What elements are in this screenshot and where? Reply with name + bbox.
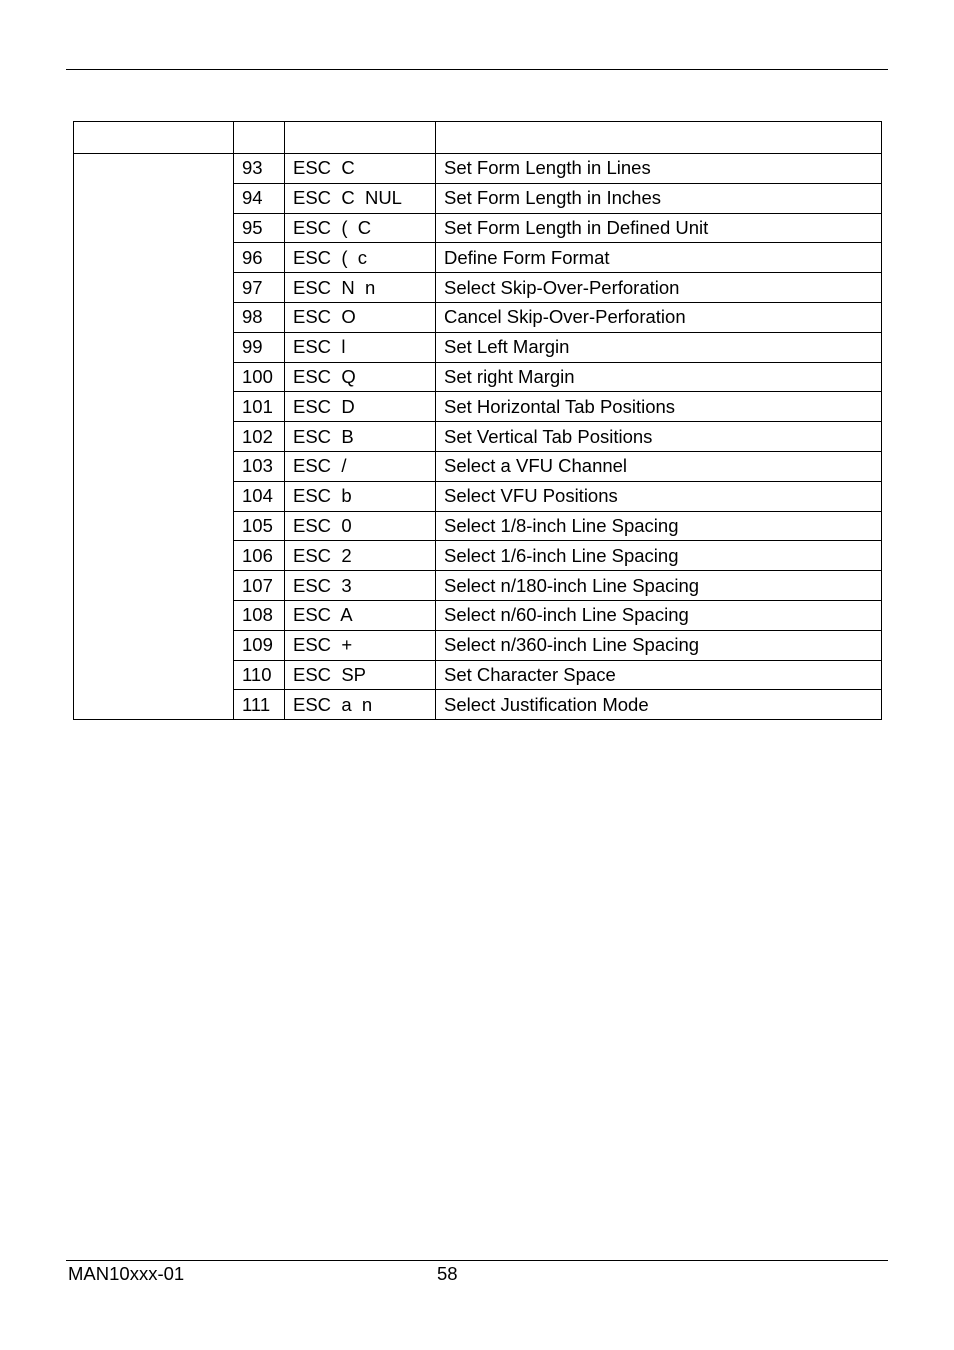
command-number-cell: 97	[234, 273, 285, 303]
command-description-cell: Set Character Space	[436, 660, 882, 690]
command-code-cell: ESC B	[285, 422, 436, 452]
command-number-cell: 108	[234, 600, 285, 630]
command-number-cell: 98	[234, 302, 285, 332]
command-code-cell: ESC C NUL	[285, 183, 436, 213]
command-code-cell: ESC ( c	[285, 243, 436, 273]
command-description-cell: Select a VFU Channel	[436, 451, 882, 481]
command-description-cell: Select 1/8-inch Line Spacing	[436, 511, 882, 541]
header-rule	[66, 69, 888, 70]
command-code-cell: ESC D	[285, 392, 436, 422]
footer-page-number: 58	[437, 1263, 458, 1284]
command-description-cell: Set Vertical Tab Positions	[436, 422, 882, 452]
command-description-cell: Define Form Format	[436, 243, 882, 273]
command-code-cell: ESC N n	[285, 273, 436, 303]
command-number-cell: 96	[234, 243, 285, 273]
command-description-cell: Set right Margin	[436, 362, 882, 392]
command-table	[73, 121, 882, 720]
command-description-cell: Select n/360-inch Line Spacing	[436, 630, 882, 660]
command-code-cell: ESC /	[285, 451, 436, 481]
command-code-cell: ESC SP	[285, 660, 436, 690]
command-code-cell: ESC C	[285, 154, 436, 184]
command-number-cell: 101	[234, 392, 285, 422]
header-cell-number	[234, 122, 285, 154]
command-description-cell: Set Horizontal Tab Positions	[436, 392, 882, 422]
command-number-cell: 93	[234, 154, 285, 184]
header-cell-command	[285, 122, 436, 154]
command-code-cell: ESC l	[285, 332, 436, 362]
command-description-cell: Set Left Margin	[436, 332, 882, 362]
command-description-cell: Select Skip-Over-Perforation	[436, 273, 882, 303]
command-code-cell: ESC +	[285, 630, 436, 660]
command-description-cell: Select VFU Positions	[436, 481, 882, 511]
command-code-cell: ESC A	[285, 600, 436, 630]
footer-doc-id: MAN10xxx-01	[68, 1263, 185, 1284]
command-code-cell: ESC 2	[285, 541, 436, 571]
command-number-cell: 102	[234, 422, 285, 452]
table-row	[74, 154, 882, 184]
command-code-cell: ESC ( C	[285, 213, 436, 243]
command-code-cell: ESC 3	[285, 571, 436, 601]
command-description-cell: Select n/180-inch Line Spacing	[436, 571, 882, 601]
command-code-cell: ESC b	[285, 481, 436, 511]
command-code-cell: ESC a n	[285, 690, 436, 720]
table-header-row	[74, 122, 882, 154]
command-description-cell: Set Form Length in Inches	[436, 183, 882, 213]
header-cell-group	[74, 122, 234, 154]
command-description-cell: Set Form Length in Lines	[436, 154, 882, 184]
command-number-cell: 106	[234, 541, 285, 571]
command-number-cell: 111	[234, 690, 285, 720]
command-description-cell: Set Form Length in Defined Unit	[436, 213, 882, 243]
group-cell	[74, 154, 234, 720]
command-code-cell: ESC O	[285, 302, 436, 332]
footer-rule	[66, 1260, 888, 1261]
command-number-cell: 107	[234, 571, 285, 601]
command-number-cell: 103	[234, 451, 285, 481]
command-number-cell: 94	[234, 183, 285, 213]
command-number-cell: 109	[234, 630, 285, 660]
command-description-cell: Select n/60-inch Line Spacing	[436, 600, 882, 630]
command-description-cell: Select 1/6-inch Line Spacing	[436, 541, 882, 571]
command-number-cell: 99	[234, 332, 285, 362]
command-code-cell: ESC 0	[285, 511, 436, 541]
command-number-cell: 100	[234, 362, 285, 392]
command-number-cell: 105	[234, 511, 285, 541]
command-code-cell: ESC Q	[285, 362, 436, 392]
header-cell-description	[436, 122, 882, 154]
command-description-cell: Select Justification Mode	[436, 690, 882, 720]
command-description-cell: Cancel Skip-Over-Perforation	[436, 302, 882, 332]
command-number-cell: 95	[234, 213, 285, 243]
command-number-cell: 104	[234, 481, 285, 511]
command-number-cell: 110	[234, 660, 285, 690]
